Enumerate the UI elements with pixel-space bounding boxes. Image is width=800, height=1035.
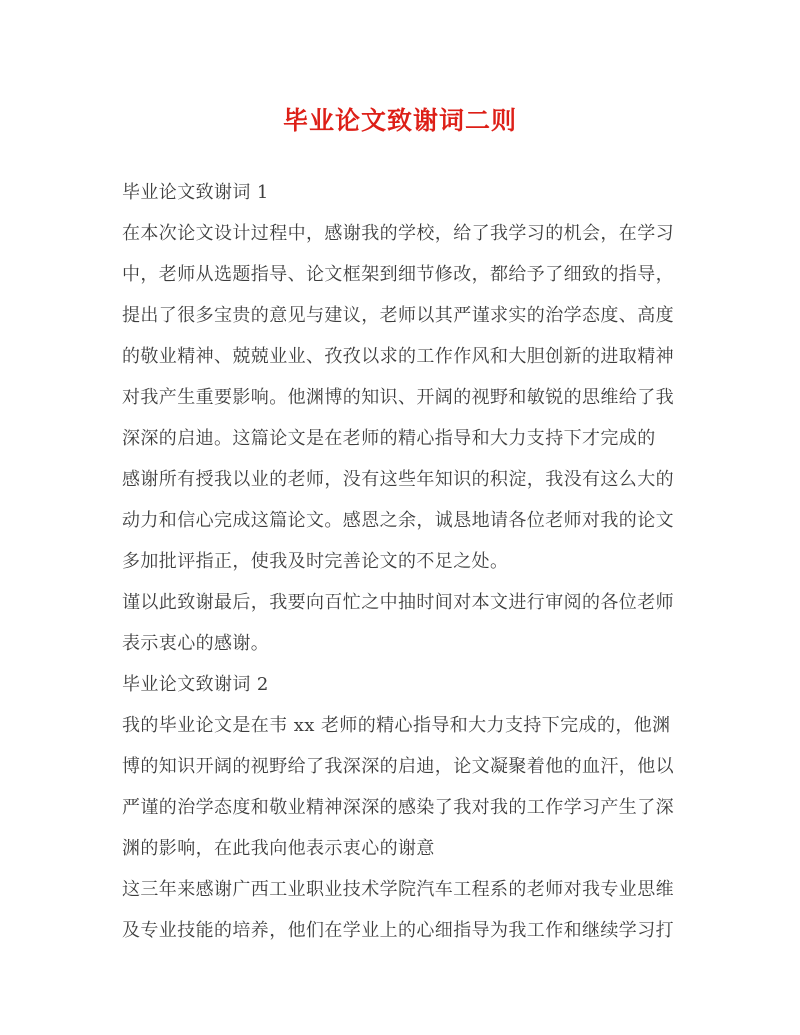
text-line: 博的知识开阔的视野给了我深深的启迪，论文凝聚着他的血汗，他以 xyxy=(122,756,674,777)
text-line: 中，老师从选题指导、论文框架到细节修改，都给予了细致的指导， xyxy=(122,264,674,285)
text-line: 我的毕业论文是在韦 xx 老师的精心指导和大力支持下完成的，他渊 xyxy=(122,715,671,736)
text-line: 对我产生重要影响。他渊博的知识、开阔的视野和敏锐的思维给了我 xyxy=(122,387,674,408)
text-line: 及专业技能的培养，他们在学业上的心细指导为我工作和继续学习打 xyxy=(122,920,674,941)
text-line: 提出了很多宝贵的意见与建议，老师以其严谨求实的治学态度、高度 xyxy=(122,305,674,326)
text-line: 表示衷心的感谢。 xyxy=(122,633,270,654)
section-1-heading: 毕业论文致谢词 1 xyxy=(122,182,269,203)
page-title: 毕业论文致谢词二则 xyxy=(282,106,517,135)
text-line: 感谢所有授我以业的老师，没有这些年知识的积淀，我没有这么大的 xyxy=(122,469,674,490)
section-2-heading: 毕业论文致谢词 2 xyxy=(122,674,269,695)
text-line: 动力和信心完成这篇论文。感恩之余，诚恳地请各位老师对我的论文 xyxy=(122,510,674,531)
text-line: 谨以此致谢最后，我要向百忙之中抽时间对本文进行审阅的各位老师 xyxy=(122,592,674,613)
text-line: 多加批评指正，使我及时完善论文的不足之处。 xyxy=(122,551,509,572)
text-line: 严谨的治学态度和敬业精神深深的感染了我对我的工作学习产生了深 xyxy=(122,797,674,818)
text-line: 渊的影响，在此我向他表示衷心的谢意 xyxy=(122,838,435,859)
text-line: 深深的启迪。这篇论文是在老师的精心指导和大力支持下才完成的 xyxy=(122,428,656,449)
document-body xyxy=(122,172,688,951)
text-line: 这三年来感谢广西工业职业技术学院汽车工程系的老师对我专业思维 xyxy=(122,879,674,900)
text-line: 在本次论文设计过程中，感谢我的学校，给了我学习的机会，在学习 xyxy=(122,223,674,244)
text-line: 的敬业精神、兢兢业业、孜孜以求的工作作风和大胆创新的进取精神 xyxy=(122,346,674,367)
